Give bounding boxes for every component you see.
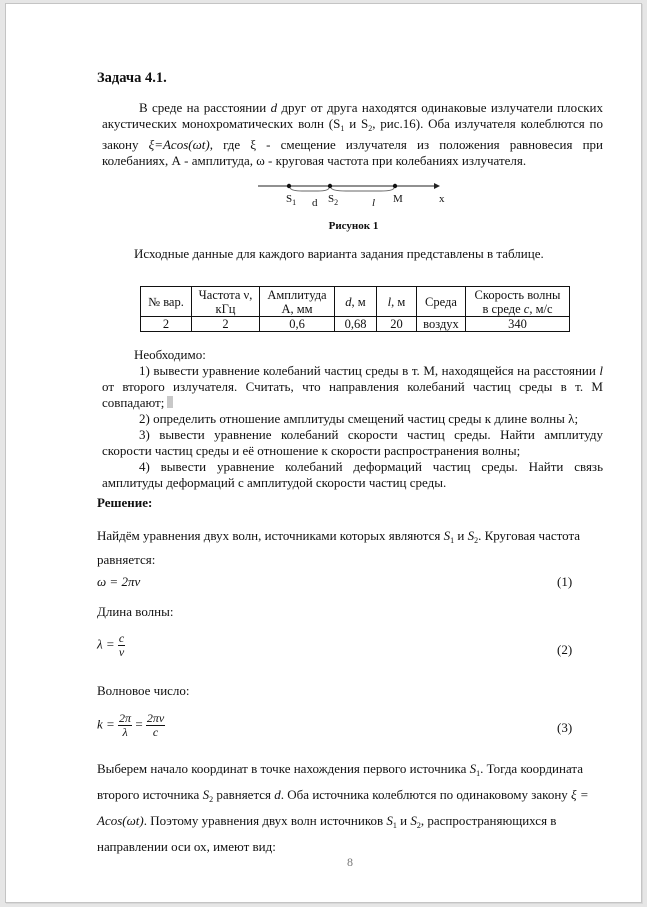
equation-2-number: (2)	[557, 642, 573, 657]
header-variant: № вар.	[141, 287, 192, 317]
label-m: M	[393, 193, 403, 205]
solution-paragraph-1: Найдём уравнения двух волн, источниками которых являются $S_1$ и $S_2$. Круговая частота равняется:	[97, 528, 581, 567]
intro-text: друг от друга находятся одинаковые излучатели плоских акустических монохроматических волн (S	[102, 100, 603, 131]
header-d: d, м	[335, 287, 377, 317]
oscillation-law: ξ=Acos(ωt)	[148, 137, 210, 152]
point-s1	[287, 184, 291, 188]
task-title: Задача 4.1.	[97, 70, 167, 86]
data-table	[140, 286, 570, 332]
table-intro: Исходные данные для каждого варианта задания представлены в таблице.	[134, 246, 544, 261]
table-row	[141, 317, 570, 332]
intro-paragraph	[102, 100, 603, 169]
label-x: x	[439, 193, 445, 205]
wavenumber-label: Волновое число:	[97, 683, 190, 698]
requirements-label: Необходимо:	[134, 347, 206, 362]
label-l: l	[372, 197, 376, 209]
intro-text: , где ξ - смещение излучателя из положения равновесия при колебаниях, А - амплитуда, ω - круговая частота при колебаниях излучателя.	[102, 137, 603, 168]
requirement-3: 3) вывести уравнение колебаний скорости частиц среды. Найти амплитуду скорости частиц среды и её отношение к скорости распространения волны;	[102, 427, 603, 458]
page-number: 8	[347, 855, 353, 869]
cell-medium: воздух	[417, 317, 466, 332]
intro-text: и S	[344, 116, 369, 131]
cell-amplitude: 0,6	[260, 317, 335, 332]
point-s2	[328, 184, 332, 188]
header-frequency: Частота ν, кГц	[192, 287, 260, 317]
equation-3: k = $\frac{2\pi}{\lambda}$ = $\frac{2\pi\nu}{c}$	[97, 711, 165, 739]
solution-paragraph-2: Выберем начало координат в точке нахождения первого источника $S_1$. Тогда координата второго источника $S_2$ равняется d. Оба источника колеблются по одинаковому закону ξ = Acos(ωt). Поэтому уравнения двух волн источников $S_1$ и $S_2$, распространяющихся в направлении оси ох, имеют вид:	[97, 761, 589, 854]
requirement-2: 2) определить отношение амплитуды смещений частиц среды к длине волны λ;	[139, 411, 579, 426]
header-medium: Среда	[417, 287, 466, 317]
requirement-4: 4) вывести уравнение колебаний деформаций частиц среды. Найти связь амплитуды деформаций с амплитудой скорости частиц среды.	[102, 459, 603, 490]
cell-variant: 2	[141, 317, 192, 332]
intro-text: В среде на расстоянии	[139, 100, 271, 115]
figure-caption: Рисунок 1	[328, 220, 379, 232]
equation-1-number: (1)	[557, 574, 573, 589]
selection-marker	[167, 396, 173, 408]
cell-l: 20	[377, 317, 417, 332]
header-wave-speed: Скорость волны в среде c, м/с	[466, 287, 570, 317]
header-amplitude: Амплитуда А, мм	[260, 287, 335, 317]
label-d: d	[312, 197, 318, 209]
subscript: 2	[368, 124, 373, 133]
cell-wave-speed: 340	[466, 317, 570, 332]
header-l: l, м	[377, 287, 417, 317]
equation-2: λ = $\frac{c}{\nu}$	[97, 631, 125, 659]
equation-1: ω = 2πν	[97, 574, 141, 589]
cell-frequency: 2	[192, 317, 260, 332]
label-s2: $S_2$	[328, 193, 339, 207]
intro-text: , рис.16). Оба излучателя колеблются по закону	[102, 116, 603, 152]
label-s1: $S_1$	[286, 193, 297, 207]
cell-d: 0,68	[335, 317, 377, 332]
point-m	[393, 184, 397, 188]
wavelength-label: Длина волны:	[97, 604, 174, 619]
subscript: 1	[340, 124, 345, 133]
figure-1	[256, 180, 456, 235]
equation-3-number: (3)	[557, 720, 573, 735]
arrow-icon	[434, 183, 440, 189]
table-header-row	[141, 287, 570, 317]
var-d: d	[270, 100, 278, 115]
requirement-1: 1) вывести уравнение колебаний частиц среды в т. М, находящейся на расстоянии l от второго излучателя. Считать, что направления колебаний частиц среды в т. М совпадают;	[102, 363, 603, 410]
document-page	[5, 3, 642, 903]
solution-label: Решение:	[97, 495, 153, 510]
